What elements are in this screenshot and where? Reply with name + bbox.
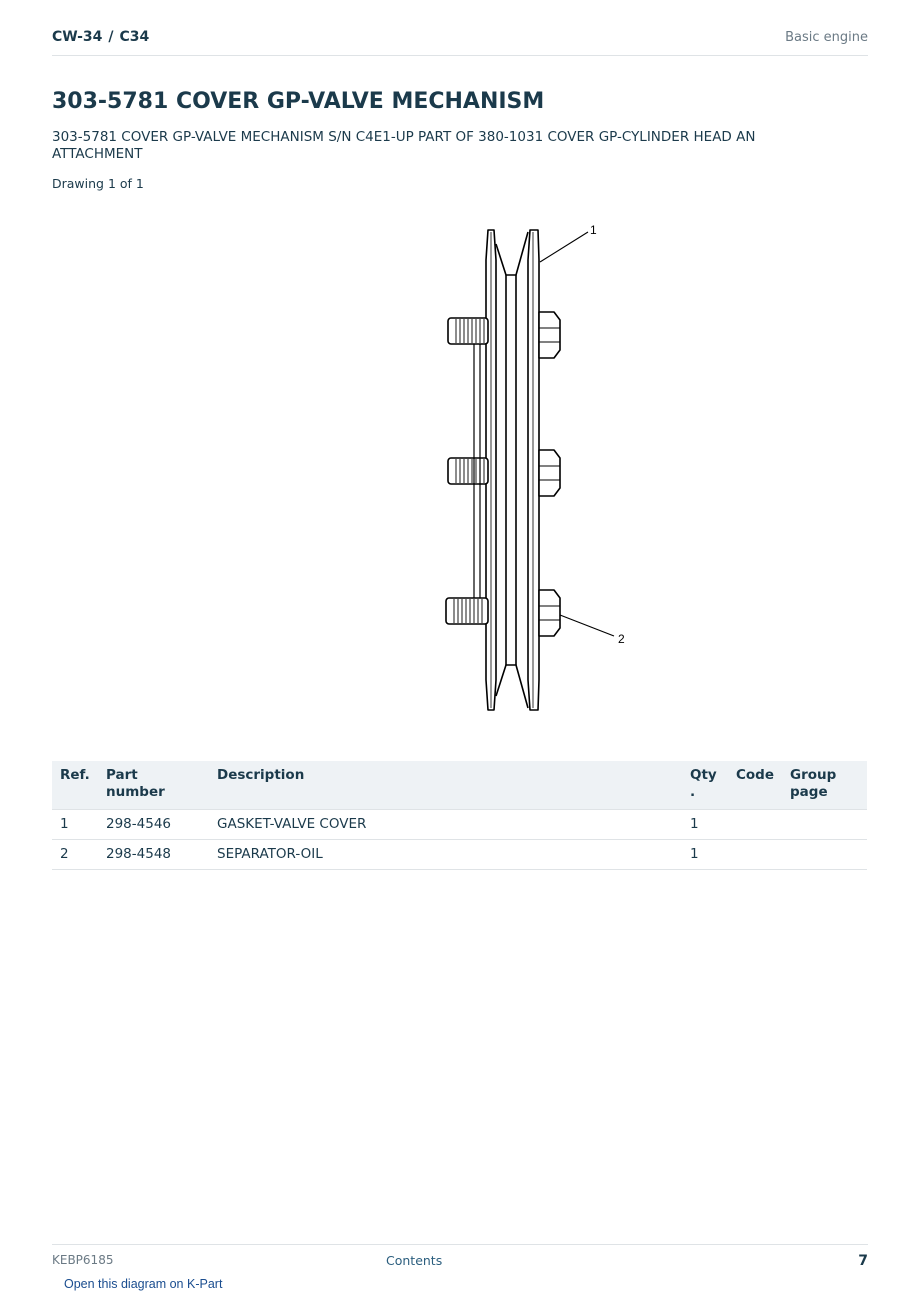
cell-qty: 1 bbox=[682, 840, 728, 870]
gasket-plate bbox=[486, 230, 539, 710]
cell-description: GASKET-VALVE COVER bbox=[209, 810, 682, 840]
nut-middle bbox=[539, 450, 560, 496]
stud-top bbox=[448, 318, 488, 344]
callout-leader-1 bbox=[540, 232, 588, 262]
col-group-line2: page bbox=[790, 784, 828, 800]
cell-code bbox=[728, 840, 782, 870]
document-code: KEBP6185 bbox=[52, 1253, 114, 1267]
cell-qty: 1 bbox=[682, 810, 728, 840]
col-code: Code bbox=[728, 761, 782, 810]
page-subtitle: 303-5781 COVER GP-VALVE MECHANISM S/N C4E1-UP PART OF 380-1031 COVER GP-CYLINDER HEAD AN ATTACHMENT bbox=[52, 129, 756, 162]
col-qty-line2: . bbox=[690, 784, 696, 800]
col-qty bbox=[682, 761, 728, 810]
col-ref: Ref. bbox=[52, 761, 98, 810]
callout-label-2: 2 bbox=[618, 632, 625, 646]
page-title: 303-5781 COVER GP-VALVE MECHANISM bbox=[52, 89, 545, 114]
col-group-line1: Group bbox=[790, 767, 837, 783]
stud-bottom bbox=[446, 598, 488, 624]
table-row bbox=[52, 840, 867, 870]
section-label: Basic engine bbox=[785, 30, 868, 45]
breadcrumb-model: CW-34 bbox=[52, 29, 103, 45]
contents-link[interactable]: Contents bbox=[386, 1253, 443, 1268]
col-description: Description bbox=[209, 761, 682, 810]
col-part-number: Part number bbox=[98, 761, 209, 810]
page-footer bbox=[52, 1244, 868, 1275]
page-number: 7 bbox=[858, 1253, 868, 1269]
cell-part-number: 298-4546 bbox=[98, 810, 209, 840]
page-header bbox=[52, 28, 868, 56]
table-header-row bbox=[52, 761, 867, 810]
cell-description: SEPARATOR-OIL bbox=[209, 840, 682, 870]
col-group-page bbox=[782, 761, 867, 810]
breadcrumb-engine: C34 bbox=[119, 29, 150, 45]
parts-table bbox=[52, 761, 867, 870]
col-qty-line1: Qty bbox=[690, 767, 717, 783]
breadcrumb bbox=[52, 29, 149, 45]
stud-middle bbox=[448, 458, 488, 484]
nut-bottom bbox=[539, 590, 560, 636]
cell-code bbox=[728, 810, 782, 840]
callout-label-1: 1 bbox=[590, 223, 597, 237]
drawing-count: Drawing 1 of 1 bbox=[52, 176, 144, 191]
cell-part-number: 298-4548 bbox=[98, 840, 209, 870]
callout-leader-2 bbox=[560, 615, 614, 636]
cell-group-page bbox=[782, 810, 867, 840]
cell-ref: 2 bbox=[52, 840, 98, 870]
nut-top bbox=[539, 312, 560, 358]
open-in-kpart-link[interactable]: Open this diagram on K-Part bbox=[64, 1277, 223, 1291]
table-row bbox=[52, 810, 867, 840]
parts-diagram bbox=[280, 220, 640, 720]
breadcrumb-separator: / bbox=[108, 29, 114, 45]
cell-group-page bbox=[782, 840, 867, 870]
cell-ref: 1 bbox=[52, 810, 98, 840]
